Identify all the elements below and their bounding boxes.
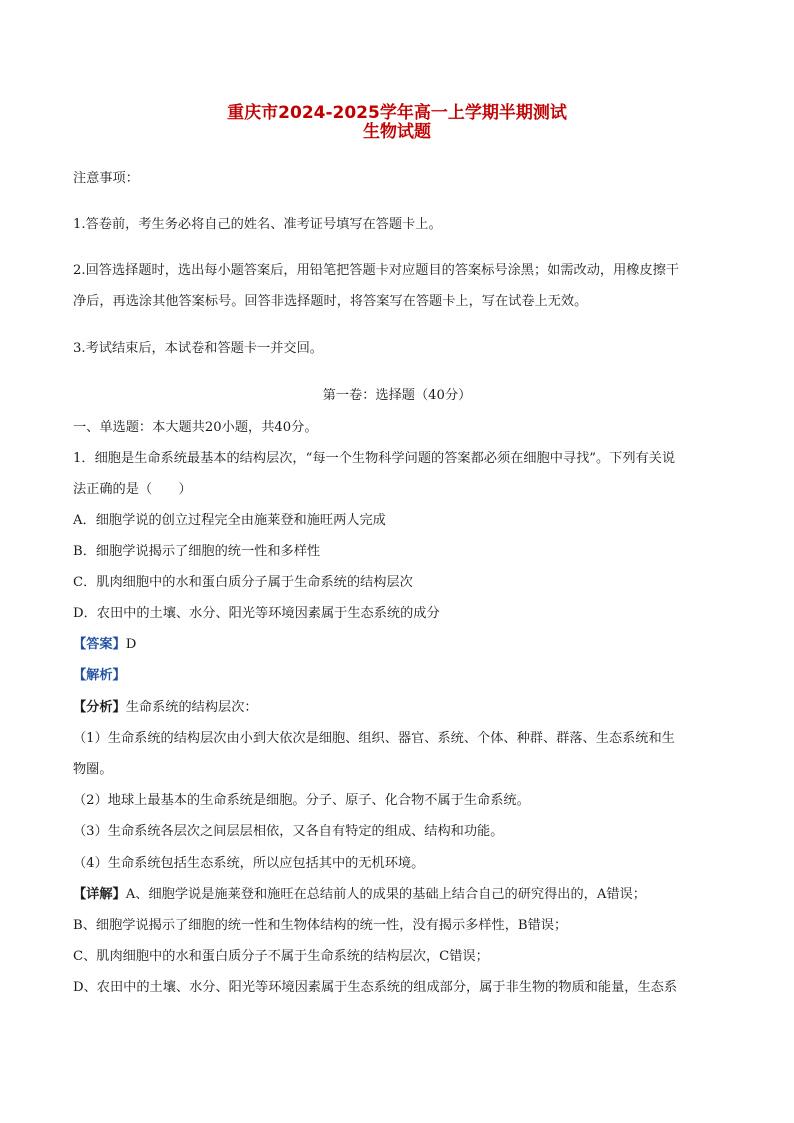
option-b: B．细胞学说揭示了细胞的统一性和多样性 xyxy=(73,544,321,559)
detail-line-d: D、农田中的土壤、水分、阳光等环境因素属于生态系统的组成部分，属于非生物的物质和能量，生态系 xyxy=(73,980,678,995)
detail-text-a: A、细胞学说是施莱登和施旺在总结前人的成果的基础上结合自己的研究得出的，A错误； xyxy=(125,887,646,902)
point-2: （2）地球上最基本的生命系统是细胞。分子、原子、化合物不属于生命系统。 xyxy=(73,793,530,808)
fenxi-line xyxy=(73,699,725,717)
detail-label: 【详解】 xyxy=(73,887,126,902)
answer-line xyxy=(73,636,725,654)
section-part: 一、单选题：本大题共20小题，共40分。 xyxy=(73,420,318,435)
fenxi-text: 生命系统的结构层次： xyxy=(125,700,258,715)
detail-line-a xyxy=(73,886,725,904)
note-item-2: 2.回答选择题时，选出每小题答案后，用铅笔把答题卡对应题目的答案标号涂黑；如需改动，用橡皮擦干 xyxy=(73,263,680,278)
detail-line-b: B、细胞学说揭示了细胞的统一性和生物体结构的统一性，没有揭示多样性，B错误； xyxy=(73,918,568,933)
option-a: A．细胞学说的创立过程完全由施莱登和施旺两人完成 xyxy=(73,513,386,528)
exam-subtitle: 生物试题 xyxy=(363,122,431,142)
section-title: 第一卷：选择题（40分） xyxy=(322,388,472,403)
analysis-label: 【解析】 xyxy=(73,668,126,683)
point-3: （3）生命系统各层次之间层层相依，又各自有特定的组成、结构和功能。 xyxy=(73,824,504,839)
note-item-3: 3.考试结束后，本试卷和答题卡一并交回。 xyxy=(73,341,323,356)
answer-value: D xyxy=(125,637,137,652)
point-4: （4）生命系统包括生态系统，所以应包括其中的无机环境。 xyxy=(73,856,425,871)
option-d: D．农田中的土壤、水分、阳光等环境因素属于生态系统的成分 xyxy=(73,606,440,621)
point-1-cont: 物圈。 xyxy=(73,762,113,777)
note-item-1: 1.答卷前，考生务必将自己的姓名、准考证号填写在答题卡上。 xyxy=(73,217,442,232)
exam-title: 重庆市2024-2025学年高一上学期半期测试 xyxy=(227,103,567,123)
point-1: （1）生命系统的结构层次由小到大依次是细胞、组织、器官、系统、个体、种群、群落、生态系统和生 xyxy=(73,731,675,746)
fenxi-label: 【分析】 xyxy=(73,700,126,715)
note-item-2-cont: 净后，再选涂其他答案标号。回答非选择题时，将答案写在答题卡上，写在试卷上无效。 xyxy=(73,294,588,309)
notes-heading: 注意事项： xyxy=(73,171,139,186)
option-c: C．肌肉细胞中的水和蛋白质分子属于生命系统的结构层次 xyxy=(73,575,413,590)
detail-line-c: C、肌肉细胞中的水和蛋白质分子不属于生命系统的结构层次，C错误； xyxy=(73,949,489,964)
answer-label: 【答案】 xyxy=(73,637,126,652)
question-stem-line-1: 1．细胞是生命系统最基本的结构层次，“每一个生物科学问题的答案都必须在细胞中寻找”。下列有关说 xyxy=(73,451,676,466)
question-stem-line-2: 法正确的是（ ） xyxy=(73,482,192,497)
